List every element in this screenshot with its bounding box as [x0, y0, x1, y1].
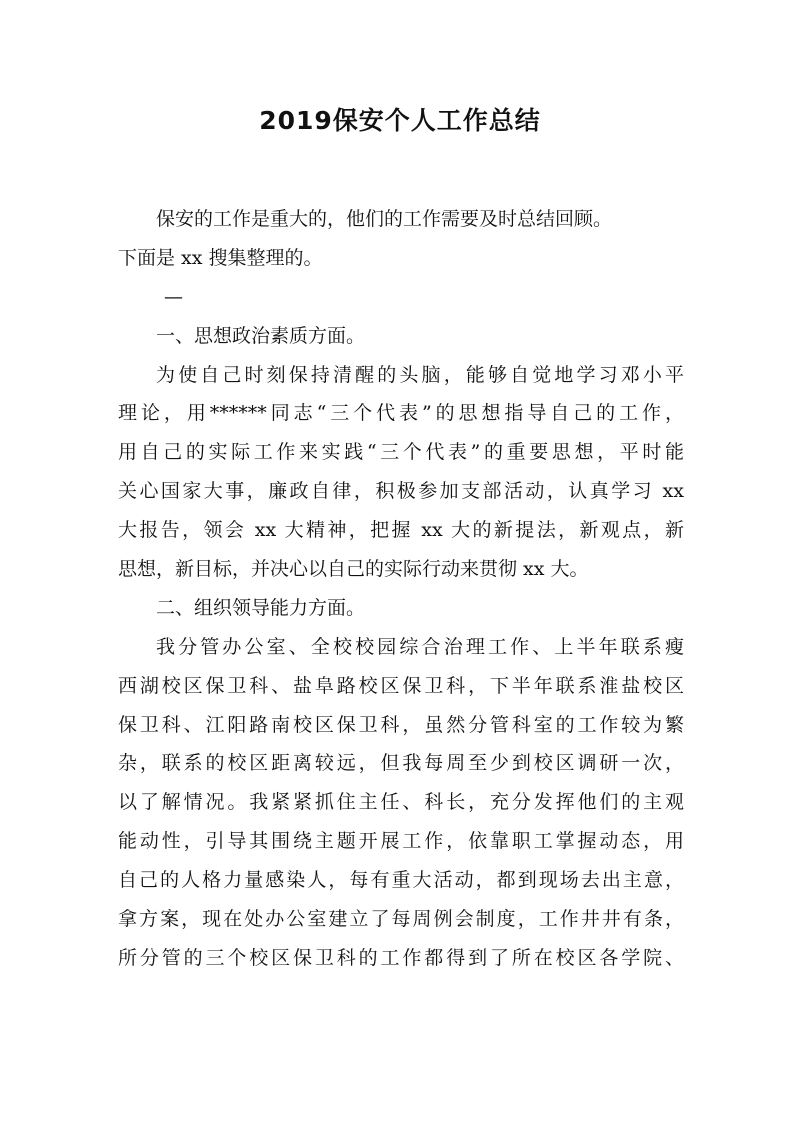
- body-line: 为使自己时刻保持清醒的头脑，能够自觉地学习邓小平: [156, 363, 684, 386]
- document-title: 2019保安个人工作总结: [259, 106, 541, 135]
- body-line: 西湖校区保卫科、盐阜路校区保卫科，下半年联系淮盐校区: [118, 674, 684, 697]
- body-line: 我分管办公室、全校校园综合治理工作、上半年联系瘦: [156, 635, 684, 658]
- section-heading: 一、思想政治素质方面。: [156, 324, 366, 347]
- body-line: —: [164, 285, 183, 308]
- body-line: 所分管的三个校区保卫科的工作都得到了所在校区各学院、: [118, 946, 684, 969]
- body-line: 思想，新目标，并决心以自己的实际行动来贯彻 xx 大。: [118, 558, 589, 581]
- body-line: 杂，联系的校区距离较远，但我每周至少到校区调研一次，: [118, 752, 684, 775]
- document-body: [118, 200, 684, 978]
- body-line: 保安的工作是重大的，他们的工作需要及时总结回顾。: [156, 208, 613, 230]
- section-heading: 二、组织领导能力方面。: [156, 596, 366, 619]
- body-line: 理论，用******同志“三个代表”的思想指导自己的工作，: [118, 402, 684, 425]
- body-line: 下面是 xx 搜集整理的。: [118, 246, 323, 269]
- body-line: 用自己的实际工作来实践“三个代表”的重要思想，平时能: [118, 441, 684, 464]
- body-line: 自己的人格力量感染人，每有重大活动，都到现场去出主意，: [118, 869, 684, 892]
- body-line: 以了解情况。我紧紧抓住主任、科长，充分发挥他们的主观: [118, 791, 684, 814]
- body-line: 拿方案，现在处办公室建立了每周例会制度，工作井井有条，: [118, 908, 684, 931]
- body-line: 能动性，引导其围绕主题开展工作，依靠职工掌握动态，用: [118, 830, 684, 853]
- body-line: 保卫科、江阳路南校区保卫科，虽然分管科室的工作较为繁: [118, 713, 684, 736]
- body-line: 关心国家大事，廉政自律，积极参加支部活动，认真学习 xx: [118, 480, 684, 503]
- body-line: 大报告，领会 xx 大精神，把握 xx 大的新提法，新观点，新: [118, 519, 684, 542]
